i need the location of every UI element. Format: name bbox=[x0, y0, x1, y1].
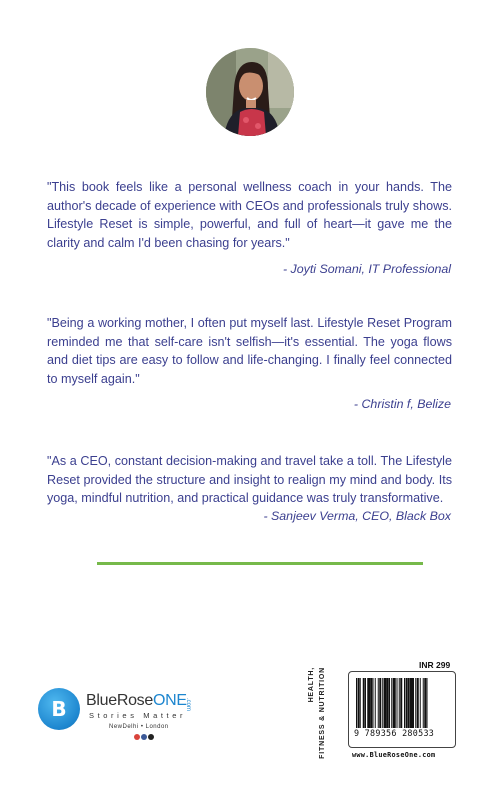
barcode-bar bbox=[423, 678, 424, 728]
section-divider bbox=[97, 562, 423, 565]
barcode-box bbox=[348, 671, 456, 748]
barcode-bar bbox=[382, 678, 383, 728]
barcode-bar bbox=[427, 678, 428, 728]
barcode-bars bbox=[356, 678, 448, 728]
publisher-domain-suffix: .com bbox=[185, 698, 191, 712]
barcode-bar bbox=[360, 678, 361, 728]
barcode-bar bbox=[379, 678, 381, 728]
barcode-bar bbox=[410, 678, 413, 728]
testimonial-quote-1: "This book feels like a personal wellness coach in your hands. The author's decade of experience with CEOs and professionals truly shows. Lifestyle Reset is simple, powerful, and full of heart—it gave me the clarity and calm I'd been chasing for years." bbox=[47, 180, 452, 250]
facebook-icon bbox=[141, 734, 147, 740]
barcode-bar bbox=[397, 678, 398, 728]
barcode-bar bbox=[424, 678, 426, 728]
barcode-bar bbox=[389, 678, 390, 728]
publisher-tagline: Stories Matter bbox=[89, 711, 187, 720]
testimonial-quote-3: "As a CEO, constant decision-making and travel take a toll. The Lifestyle Reset provided the structure and insight to realign my mind and body. Its yoga, mindful nutrition, and practical guidance was truly transformative. bbox=[47, 454, 452, 505]
barcode-bar bbox=[400, 678, 402, 728]
testimonial-attribution-1: - Joyti Somani, IT Professional bbox=[282, 262, 451, 276]
barcode-bar bbox=[363, 678, 365, 728]
barcode-bar bbox=[375, 678, 376, 728]
barcode-bar bbox=[417, 678, 419, 728]
barcode-bar bbox=[393, 678, 396, 728]
barcode-bar bbox=[415, 678, 416, 728]
barcode-bar bbox=[365, 678, 366, 728]
barcode-bar bbox=[367, 678, 370, 728]
barcode-bar bbox=[406, 678, 408, 728]
barcode-bar bbox=[378, 678, 379, 728]
publisher-name-part2: ONE bbox=[152, 692, 187, 709]
barcode-bar bbox=[370, 678, 372, 728]
publisher-name-part1: BlueRose bbox=[86, 692, 153, 709]
barcode-bar bbox=[420, 678, 421, 728]
publisher-logo-letter: B bbox=[51, 697, 67, 721]
publisher-cities: NewDelhi • London bbox=[109, 724, 169, 730]
barcode-bar bbox=[391, 678, 392, 728]
barcode-bar bbox=[408, 678, 410, 728]
testimonial-quote-2: "Being a working mother, I often put myself last. Lifestyle Reset Program reminded me that self-care isn't selfish—it's essential. The yoga flows and diet tips are easy to follow and life-changing. I finally feel connected to myself again." bbox=[47, 316, 452, 386]
barcode-bar bbox=[404, 678, 405, 728]
barcode-bar bbox=[399, 678, 400, 728]
instagram-icon bbox=[134, 734, 140, 740]
barcode-bar bbox=[387, 678, 389, 728]
testimonial-attribution-2: - Christin f, Belize bbox=[353, 397, 451, 411]
isbn-number: 9 789356 280533 bbox=[354, 728, 435, 738]
publisher-website: www.BlueRoseOne.com bbox=[352, 751, 436, 759]
barcode-bar bbox=[358, 678, 360, 728]
x-twitter-icon bbox=[148, 734, 154, 740]
barcode-bar bbox=[384, 678, 387, 728]
price-label: INR 299 bbox=[419, 660, 451, 670]
publisher-name bbox=[86, 692, 187, 710]
barcode-bar bbox=[356, 678, 357, 728]
publisher-logo-icon bbox=[38, 688, 80, 730]
testimonial-attribution-3: - Sanjeev Verma, CEO, Black Box bbox=[263, 509, 451, 523]
barcode-bar bbox=[373, 678, 374, 728]
barcode-bar bbox=[413, 678, 414, 728]
author-portrait-image bbox=[206, 48, 294, 136]
author-photo bbox=[206, 48, 294, 136]
genre-label: HEALTH, FITNESS & NUTRITION bbox=[308, 667, 326, 759]
